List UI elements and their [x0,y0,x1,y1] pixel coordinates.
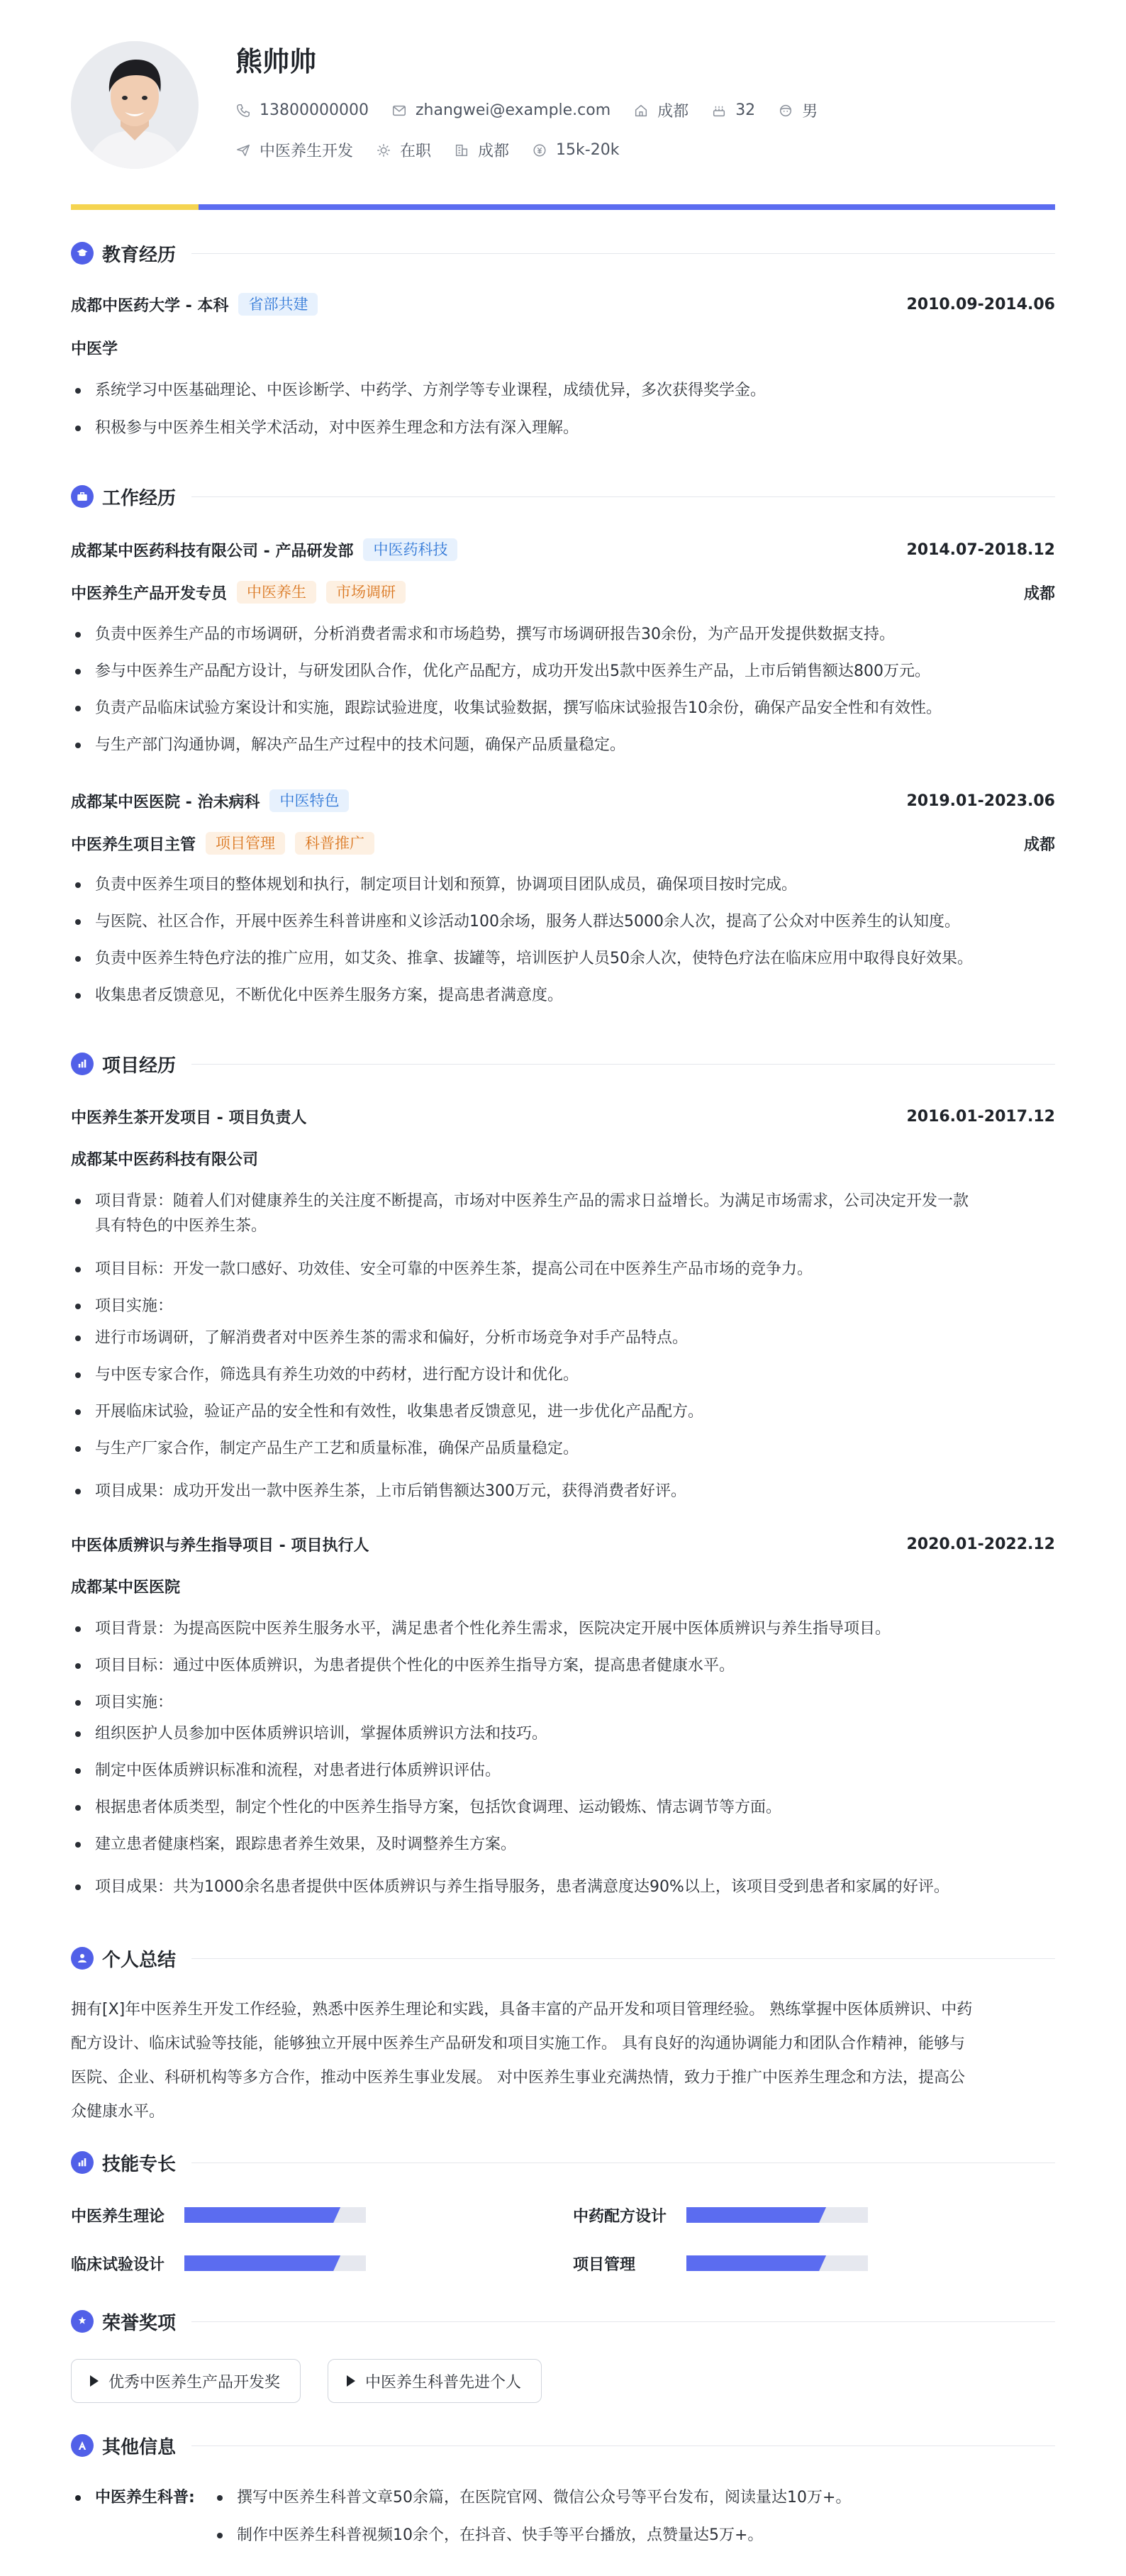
section-title-awards: 荣誉奖项 [102,2312,177,2334]
project-date: 2016.01-2017.12 [906,1107,1055,1126]
major: 中医学 [71,340,118,358]
mail-icon [391,103,407,118]
email-text: zhangwei@example.com [415,101,611,119]
bar-chart-icon [71,2151,94,2174]
status-info [376,139,431,161]
project-name: 中医体质辨识与养生指导项目 - 项目执行人 [71,1536,369,1555]
job-bullet: 收集患者反馈意见，不断优化中医养生服务方案，提高患者满意度。 [71,984,1055,1008]
project-row [71,1532,1055,1556]
skill-item [71,2203,366,2227]
education-bullet: 积极参与中医养生相关学术活动，对中医养生理念和方法有深入理解。 [71,416,1055,440]
gender-text: 男 [802,103,818,121]
skill-item [573,2251,868,2275]
triangle-icon [90,2375,99,2387]
skill-name: 项目管理 [573,2255,636,2274]
position-tag: 中医养生 [237,581,316,604]
summary-line: 配方设计、临床试验等技能，能够独立开展中医养生产品研发和项目实施工作。 具有良好的沟通协调能力和团队合作精神，能够与 [71,2035,965,2053]
skill-bar [686,2255,868,2271]
avatar-portrait-icon [71,41,199,169]
graduation-cap-icon [71,242,94,265]
section-divider [191,496,1055,497]
candidate-name: 熊帅帅 [235,46,317,77]
section-work [71,482,1055,511]
salary-info [532,141,619,159]
email-info [391,101,611,119]
job-bullet: 负责产品临床试验方案设计和实施，跟踪试验进度，收集试验数据，撰写临床试验报告10余份，确保产品安全性和有效性。 [71,696,1055,721]
job-bullet: 负责中医养生产品的市场调研，分析消费者需求和市场趋势，撰写市场调研报告30余份，为产品开发提供数据支持。 [71,623,1055,647]
job-bullet: 与医院、社区合作，开展中医养生科普讲座和义诊活动100余场，服务人群达5000余人次，提高了公众对中医养生的认知度。 [71,910,1055,934]
project-step: 与生产厂家合作，制定产品生产工艺和质量标准，确保产品质量稳定。 [71,1437,1055,1461]
project-step: 组织医护人员参加中医体质辨识培训，掌握体质辨识方法和技巧。 [71,1722,1055,1746]
skill-bar [686,2207,868,2223]
section-title-summary: 个人总结 [102,1949,177,1971]
section-awards [71,2307,1055,2336]
skill-bar [184,2207,366,2223]
summary-line: 众健康水平。 [71,2103,165,2121]
section-divider [191,253,1055,254]
section-projects [71,1050,1055,1078]
summary-text [71,1993,1055,2129]
job-date: 2019.01-2023.06 [906,792,1055,810]
job-bullet: 负责中医养生特色疗法的推广应用，如艾灸、推拿、拔罐等，培训医护人员50余人次，使特色疗法在临床应用中取得良好效果。 [71,947,1055,971]
company-tag: 中医特色 [269,789,349,812]
education-date: 2010.09-2014.06 [906,295,1055,313]
gender-icon [778,103,793,118]
skill-bar-fill [686,2207,826,2223]
position-tag: 项目管理 [206,832,285,855]
phone-icon [235,103,251,118]
skill-bar-fill [184,2255,340,2271]
project-step: 开展临床试验，验证产品的安全性和有效性，收集患者反馈意见，进一步优化产品配方。 [71,1400,1055,1424]
building-icon [454,143,469,158]
school-name: 成都中医药大学 - 本科 [71,296,229,315]
project-name: 中医养生茶开发项目 - 项目负责人 [71,1109,307,1127]
age-info [711,101,755,119]
project-bullet [71,1189,1055,1214]
job-city: 成都 [1023,584,1055,603]
education-row [71,292,1055,316]
briefcase-icon [71,485,94,508]
section-title-education: 教育经历 [102,244,177,266]
age-text: 32 [735,101,756,119]
summary-line: 医院、企业、科研机构等多方合作，推动中医养生事业发展。 对中医养生事业充满热情，致力于推广中医养生理念和方法，提高公 [71,2069,965,2087]
other-item: 撰写中医养生科普文章50余篇，在医院官网、微信公众号等平台发布，阅读量达10万+。 [213,2486,1055,2510]
project-bullet: 项目目标：通过中医体质辨识，为患者提供个性化的中医养生指导方案，提高患者健康水平。 [71,1654,1055,1678]
send-icon [235,143,251,158]
section-summary [71,1944,1055,1972]
coin-icon [532,143,547,158]
job-city: 成都 [1023,835,1055,854]
award-label: 优秀中医养生产品开发奖 [108,2373,281,2392]
sun-icon [376,143,391,158]
skill-item [71,2251,366,2275]
contact-line [235,99,840,121]
section-divider [191,2445,1055,2446]
job-company: 成都某中医医院 - 治未病科 [71,793,260,811]
location-info [633,99,689,121]
other-item: 制作中医养生科普视频10余个，在抖音、快手等平台播放，点赞量达5万+。 [213,2524,1055,2548]
project-bullet: 项目实施： [71,1294,1055,1318]
location-text: 成都 [657,103,689,121]
award-label: 中医养生科普先进个人 [365,2373,522,2392]
project-step: 进行市场调研，了解消费者对中医养生茶的需求和偏好，分析市场竞争对手产品特点。 [71,1326,1055,1350]
project-step: 制定中医体质辨识标准和流程，对患者进行体质辨识评估。 [71,1759,1055,1783]
info-icon [71,2434,94,2457]
job-position: 中医养生项目主管 [71,835,196,854]
job-row [71,789,1055,813]
project-bullet: 项目实施： [71,1691,1055,1715]
project-background-line-2: 具有特色的中医养生茶。 [95,1217,267,1235]
other-label: 中医养生科普: [95,2489,195,2506]
project-bullet: 项目目标：开发一款口感好、功效佳、安全可靠的中医养生茶，提高公司在中医养生产品市场的竞争力。 [71,1258,1055,1282]
target-city-text: 成都 [478,143,510,160]
target-city-info [454,139,509,161]
section-title-skills: 技能专长 [102,2153,177,2175]
skill-bar-fill [184,2207,340,2223]
target-job-info [235,139,353,161]
accent-bar-yellow [71,204,199,210]
job-intent-line [235,139,642,161]
accent-bar-blue [199,204,1055,210]
project-bullet: 项目背景：为提高医院中医养生服务水平，满足患者个性化养生需求，医院决定开展中医体质辨识与养生指导项目。 [71,1617,1055,1641]
skill-item [573,2203,868,2227]
job-bullet: 参与中医养生产品配方设计，与研发团队合作，优化产品配方，成功开发出5款中医养生产品，上市后销售额达800万元。 [71,660,1055,684]
project-step: 建立患者健康档案，跟踪患者养生效果，及时调整养生方案。 [71,1833,1055,1857]
status-text: 在职 [400,143,432,160]
project-background-line-1: 项目背景：随着人们对健康养生的关注度不断提高，市场对中医养生产品的需求日益增长。为满足市场需求，公司决定开发一款 [95,1192,969,1210]
skill-bar [184,2255,366,2271]
skill-name: 临床试验设计 [71,2255,165,2274]
bar-chart-icon [71,1053,94,1075]
avatar [71,41,199,169]
cake-icon [711,103,727,118]
job-bullet: 与生产部门沟通协调，解决产品生产过程中的技术问题，确保产品质量稳定。 [71,733,1055,757]
job-position-row [71,831,1055,855]
project-step: 与中医专家合作，筛选具有养生功效的中药材，进行配方设计和优化。 [71,1363,1055,1387]
skill-bar-fill [686,2255,826,2271]
gender-info [778,99,818,121]
job-company: 成都某中医药科技有限公司 - 产品研发部 [71,542,354,560]
triangle-icon [347,2375,355,2387]
project-step: 根据患者体质类型，制定个性化的中医养生指导方案，包括饮食调理、运动锻炼、情志调节等方面。 [71,1796,1055,1820]
badge-icon [71,2310,94,2333]
person-icon [71,1947,94,1970]
job-position-row [71,580,1055,604]
section-divider [191,1958,1055,1959]
award-chip [328,2359,542,2403]
resume-header [71,0,1055,213]
phone-text: 13800000000 [260,101,369,119]
project-org: 成都某中医医院 [71,1579,181,1597]
section-divider [191,2321,1055,2322]
school-tag: 省部共建 [238,293,318,316]
job-row [71,538,1055,562]
home-icon [633,103,649,118]
project-org: 成都某中医药科技有限公司 [71,1151,259,1169]
award-chip [71,2359,301,2403]
job-position: 中医养生产品开发专员 [71,584,228,603]
section-title-work: 工作经历 [102,487,177,509]
job-bullet: 负责中医养生项目的整体规划和执行，制定项目计划和预算，协调项目团队成员，确保项目按时完成。 [71,873,1055,897]
phone-info [235,101,369,119]
section-education [71,239,1055,267]
salary-text: 15k-20k [556,141,620,159]
section-title-projects: 项目经历 [102,1055,177,1077]
skill-name: 中药配方设计 [573,2207,667,2226]
position-tag: 市场调研 [326,581,406,604]
position-tag: 科普推广 [295,832,374,855]
target-job-text: 中医养生开发 [260,143,354,160]
project-date: 2020.01-2022.12 [906,1535,1055,1553]
project-bullet: 项目成果：共为1000余名患者提供中医体质辨识与养生指导服务，患者满意度达90%以上，该项目受到患者和家属的好评。 [71,1875,1055,1899]
section-divider [191,1064,1055,1065]
section-skills [71,2148,1055,2177]
section-other [71,2431,1055,2460]
project-row [71,1104,1055,1128]
company-tag: 中医药科技 [363,538,457,561]
job-date: 2014.07-2018.12 [906,540,1055,559]
section-title-other: 其他信息 [102,2436,177,2458]
education-bullet: 系统学习中医基础理论、中医诊断学、中药学、方剂学等专业课程，成绩优异，多次获得奖学金。 [71,379,1055,403]
summary-line: 拥有[X]年中医养生开发工作经验，熟悉中医养生理论和实践，具备丰富的产品开发和项目管理经验。 熟练掌握中医体质辨识、中药 [71,2001,973,2019]
project-bullet: 项目成果：成功开发出一款中医养生茶，上市后销售额达300万元，获得消费者好评。 [71,1479,1055,1504]
header-accent-bar [71,204,1055,210]
skill-name: 中医养生理论 [71,2207,165,2226]
